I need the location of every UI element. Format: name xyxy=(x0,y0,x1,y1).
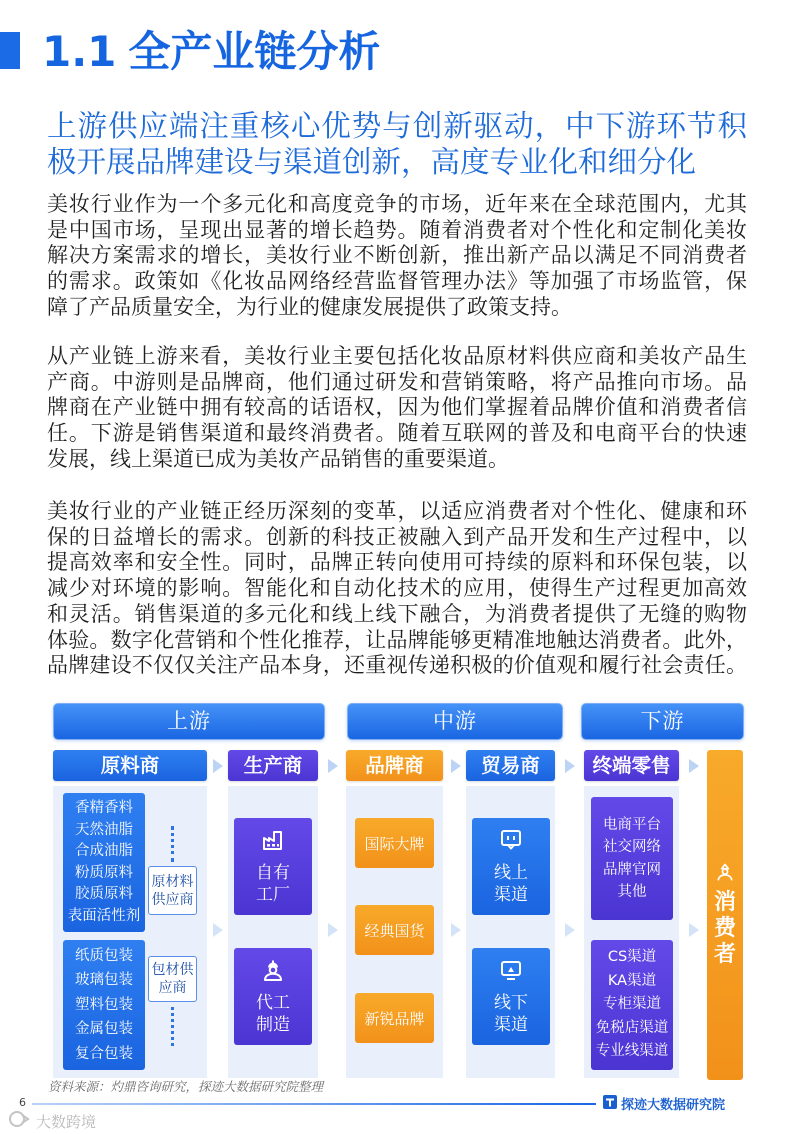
column-head-brand: 品牌商 xyxy=(346,750,443,781)
column-head-trader: 贸易商 xyxy=(466,750,555,781)
column-head-producer: 生产商 xyxy=(228,750,318,781)
flow-arrow xyxy=(328,759,338,773)
body-line: 提高效率和安全性。同时，品牌正转向使用可持续的原料和环保包装，以 xyxy=(47,550,747,575)
offline-channel-label: 线下渠道 xyxy=(493,992,528,1035)
offline-monitor-icon xyxy=(499,958,523,986)
subtitle xyxy=(47,108,747,180)
brand-card-label: 新锐品牌 xyxy=(364,1009,425,1028)
flow-arrow xyxy=(689,759,699,773)
stage-upstream: 上游 xyxy=(53,703,325,740)
worker-icon xyxy=(261,958,285,986)
retail-offline-list xyxy=(591,940,673,1070)
body-line: 美妆行业的产业链正经历深刻的变革，以适应消费者对个性化、健康和环 xyxy=(47,499,747,523)
footer-brand xyxy=(603,1094,725,1113)
flow-arrow xyxy=(213,923,223,937)
brand-card xyxy=(355,905,434,955)
stage-midstream: 中游 xyxy=(347,703,563,740)
body-line: 障了产品质量安全，为行业的健康发展提供了政策支持。 xyxy=(47,294,572,319)
list-item: 复合包装 xyxy=(75,1045,133,1062)
flow-arrow xyxy=(328,923,338,937)
list-item: 品牌官网 xyxy=(603,861,661,878)
flow-arrow xyxy=(451,759,461,773)
list-item: 塑料包装 xyxy=(75,996,133,1013)
flow-arrow xyxy=(451,923,461,937)
stage-downstream: 下游 xyxy=(581,703,744,740)
raw-material-supplier-label: 原材料供应商 xyxy=(151,873,194,908)
packaging-list xyxy=(63,940,145,1070)
watermark-logo-icon xyxy=(8,1110,36,1132)
packaging-supplier-label: 包材供应商 xyxy=(151,962,194,996)
online-channel-card xyxy=(472,818,550,915)
body-line: 从产业链上游来看，美妆行业主要包括化妆品原材料供应商和美妆产品生 xyxy=(47,344,747,368)
brand-card xyxy=(355,993,434,1043)
body-line: 体验。数字化营销和个性化推荐，让品牌能够更精准地触达消费者。此外， xyxy=(47,627,747,652)
brand-card-label: 经典国货 xyxy=(364,921,425,940)
online-screen-icon xyxy=(499,828,523,856)
brand-logo-icon xyxy=(603,1095,621,1113)
flow-arrow xyxy=(565,759,575,773)
raw-materials-list xyxy=(63,793,145,932)
consumer-icon xyxy=(715,862,735,886)
list-item: 合成油脂 xyxy=(75,843,133,859)
list-item: 免税店渠道 xyxy=(595,1019,669,1036)
body-paragraph xyxy=(47,344,747,473)
section-number: 1.1 xyxy=(42,27,117,76)
body-line: 品牌建设不仅仅关注产品本身，还重视传递积极的价值观和履行社会责任。 xyxy=(47,653,747,678)
body-line: 发展，线上渠道已成为美妆产品销售的重要渠道。 xyxy=(47,446,509,471)
page-number: 6 xyxy=(19,1096,26,1109)
online-channel-label: 线上渠道 xyxy=(493,862,528,905)
subtitle-line: 上游供应端注重核心优势与创新驱动，中下游环节积 xyxy=(47,109,747,143)
section-title: 全产业链分析 xyxy=(128,27,381,76)
oem-label: 代工制造 xyxy=(255,992,290,1035)
list-item: KA渠道 xyxy=(607,972,657,989)
list-item: 金属包装 xyxy=(75,1021,133,1038)
subtitle-line: 极开展品牌建设与渠道创新，高度专业化和细分化 xyxy=(47,145,697,179)
footer-rule xyxy=(32,1103,596,1105)
list-item: 胶质原料 xyxy=(75,886,133,902)
factory-icon xyxy=(261,828,285,856)
watermark-text: 大数跨境 xyxy=(36,1112,97,1131)
body-line: 的需求。政策如《化妆品网络经营监督管理办法》等加强了市场监管，保 xyxy=(47,269,747,294)
offline-channel-card xyxy=(472,948,550,1045)
body-line: 减少对环境的影响。智能化和自动化技术的应用，使得生产过程更加高效 xyxy=(47,576,747,601)
list-item: 玻璃包装 xyxy=(75,972,133,989)
list-item: CS渠道 xyxy=(607,949,657,966)
list-item: 粉质原料 xyxy=(75,864,133,881)
flow-arrow xyxy=(213,759,223,773)
consumer-bar xyxy=(707,750,743,1080)
body-line: 产商。中游则是品牌商，他们通过研发和营销策略，将产品推向市场。品 xyxy=(47,369,747,394)
list-item: 香精香料 xyxy=(75,800,133,816)
flow-arrow xyxy=(689,923,699,937)
body-line: 和灵活。销售渠道的多元化和线上线下融合，为消费者提供了无缝的购物 xyxy=(47,601,747,626)
list-item: 天然油脂 xyxy=(75,821,133,838)
brand-card-label: 国际大牌 xyxy=(364,834,425,853)
brand-card xyxy=(355,818,434,868)
retail-online-list xyxy=(591,797,673,920)
connector-dots xyxy=(171,1007,174,1046)
body-line: 解决方案需求的增长，美妆行业不断创新，推出新产品以满足不同消费者 xyxy=(47,243,747,268)
source-note: 资料来源：灼鼎咨询研究，探迹大数据研究院整理 xyxy=(48,1079,324,1094)
list-item: 专柜渠道 xyxy=(603,996,661,1013)
body-paragraph xyxy=(47,192,747,321)
list-item: 其他 xyxy=(617,884,647,900)
body-line: 任。下游是销售渠道和最终消费者。随着互联网的普及和电商平台的快速 xyxy=(47,421,747,446)
list-item: 专业线渠道 xyxy=(595,1043,669,1060)
section-heading xyxy=(42,26,380,78)
consumer-label: 消费者 xyxy=(713,890,736,967)
body-line: 是中国市场，呈现出显著的增长趋势。随着消费者对个性化和定制化美妆 xyxy=(47,217,747,242)
body-paragraph xyxy=(47,499,747,679)
list-item: 社交网络 xyxy=(603,839,661,855)
flow-arrow xyxy=(565,923,575,937)
body-line: 牌商在产业链中拥有较高的话语权，因为他们掌握着品牌价值和消费者信 xyxy=(47,395,747,420)
heading-accent-bar xyxy=(0,32,20,69)
column-head-retail: 终端零售 xyxy=(584,750,679,781)
raw-material-supplier xyxy=(148,866,197,915)
oem-card xyxy=(234,948,312,1045)
own-factory-card xyxy=(234,818,312,915)
footer-brand-name: 探迹大数据研究院 xyxy=(621,1098,726,1113)
packaging-supplier xyxy=(148,956,197,1002)
connector-dots xyxy=(171,826,174,862)
own-factory-label: 自有工厂 xyxy=(255,862,290,905)
list-item: 表面活性剂 xyxy=(67,907,141,924)
list-item: 电商平台 xyxy=(603,816,661,833)
body-line: 美妆行业作为一个多元化和高度竞争的市场，近年来在全球范围内，尤其 xyxy=(47,192,747,216)
column-head-raw: 原料商 xyxy=(53,750,207,781)
list-item: 纸质包装 xyxy=(75,947,133,964)
watermark xyxy=(8,1110,96,1132)
body-line: 保的日益增长的需求。创新的科技正被融入到产品开发和生产过程中，以 xyxy=(47,524,747,549)
